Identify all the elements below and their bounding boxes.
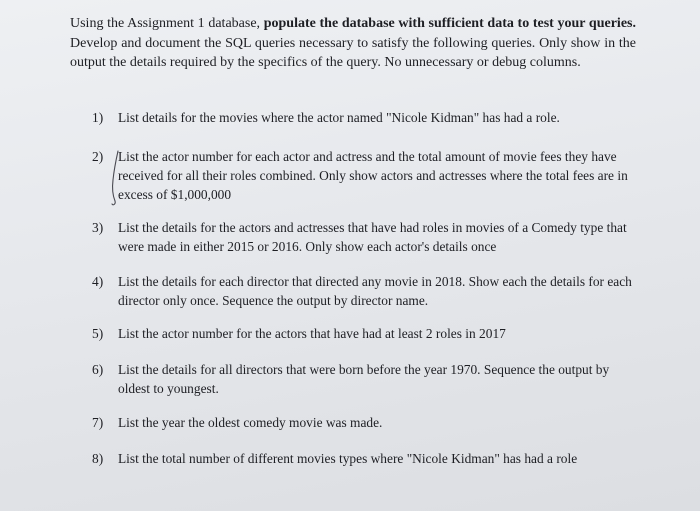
query-number: 3)	[92, 220, 104, 235]
query-text: List the details for the actors and actresses that have had roles in movies of a Comedy type that were made in either 2015 or 2016. Only show each actor's details once	[118, 220, 627, 254]
query-number: 8)	[92, 451, 104, 466]
query-text: List the details for all directors that were born before the year 1970. Sequence the output by oldest to youngest.	[118, 362, 610, 396]
query-item-3	[92, 218, 640, 256]
query-item-1	[92, 108, 640, 127]
query-item-8	[92, 449, 640, 468]
query-text: List the details for each director that directed any movie in 2018. Show each the details for each director only once. Sequence the output by director name.	[118, 274, 632, 308]
query-number: 1)	[92, 110, 104, 125]
query-item-6	[92, 360, 640, 398]
query-number: 5)	[92, 326, 104, 341]
query-item-7	[92, 413, 640, 432]
query-text: List the actor number for each actor and actress and the total amount of movie fees they have received for all their roles combined. Only show actors and actresses where the total fees are in excess of $1,000,000	[118, 149, 628, 202]
instructions-bold-text: populate the database with sufficient data to test your queries.	[263, 16, 636, 31]
query-text: List details for the movies where the actor named "Nicole Kidman" has had a role.	[118, 110, 560, 125]
query-item-4	[92, 272, 640, 310]
query-number: 4)	[92, 274, 104, 289]
query-text: List the year the oldest comedy movie was made.	[118, 415, 383, 430]
instructions-text-start: Using the Assignment 1 database,	[70, 16, 264, 31]
assignment-instructions	[70, 14, 636, 73]
query-text: List the actor number for the actors that have had at least 2 roles in 2017	[118, 326, 506, 341]
query-item-2	[92, 147, 640, 204]
query-number: 6)	[92, 362, 104, 377]
query-item-5	[92, 324, 640, 343]
instructions-text-end: Develop and document the SQL queries necessary to satisfy the following queries. Only show in the output the details required by the specifics of the query. No unnecessary or debug columns.	[70, 35, 636, 70]
query-number: 2)	[92, 149, 104, 164]
query-number: 7)	[92, 415, 104, 430]
query-text: List the total number of different movies types where "Nicole Kidman" has had a role	[118, 451, 578, 466]
